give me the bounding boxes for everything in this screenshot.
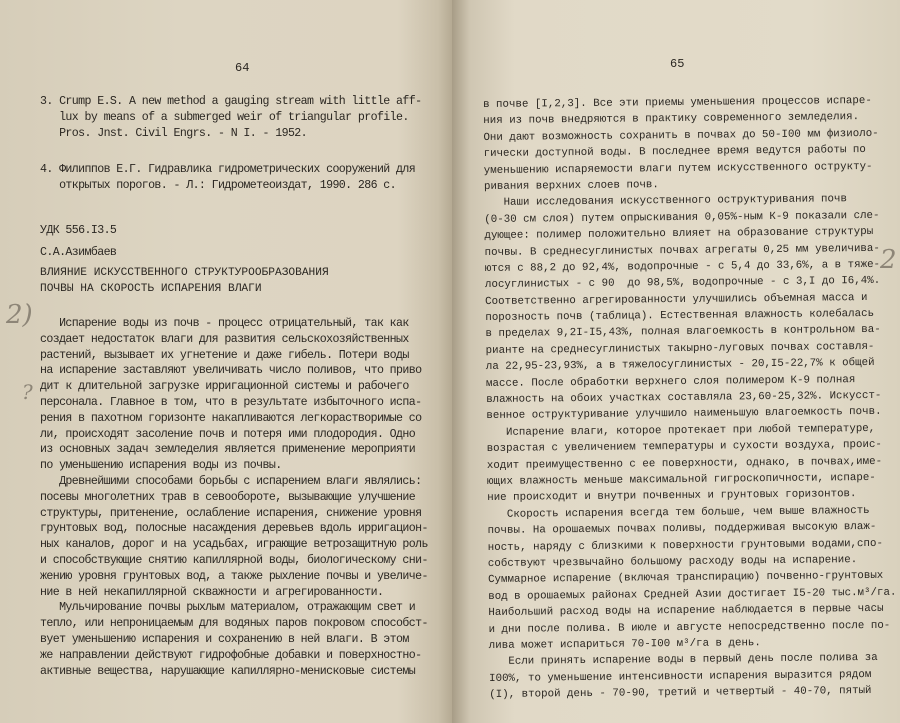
margin-note: 2 bbox=[880, 245, 897, 275]
text-line: ние в ней некапиллярной скважности и агрегированности. bbox=[40, 585, 384, 599]
text-line: 3. Crump E.S. A new method a gauging stream with little aff- bbox=[40, 95, 422, 108]
text-line: рианте на среднесуглинистых такырно-луговых почвах составля- bbox=[485, 340, 875, 357]
text-line: открытых порогов. - Л.: Гидрометеоиздат, 1990. 286 с. bbox=[40, 178, 397, 192]
text-line: массе. После обработки верхнего слоя полимером К-9 полная bbox=[485, 373, 856, 390]
reference-3 bbox=[40, 94, 421, 141]
text-line: растений, вызывает их угнетение и даже гибель. Потери воды bbox=[40, 348, 409, 362]
text-line: дующее: полимер положительно влияет на образование структуры bbox=[484, 226, 874, 243]
text-line: же направлении действуют гидрофобные добавки и поверхностно- bbox=[40, 648, 422, 662]
text-line: Соответственно агрегированности улучшились объемная масса и bbox=[485, 291, 868, 308]
text-line: Наибольший расход воды на испарение наблюдается в первые часы bbox=[488, 602, 884, 620]
text-line: ность, наряду с близкими к поверхности грунтовыми водами,спо- bbox=[487, 537, 883, 554]
text-line: ПОЧВЫ НА СКОРОСТЬ ИСПАРЕНИЯ ВЛАГИ bbox=[40, 282, 262, 295]
text-line: Они дают возможность сохранить в почвах до 50-I00 мм физиоло- bbox=[483, 127, 879, 144]
text-line: Мульчирование почвы рыхлым материалом, отражающим свет и bbox=[40, 601, 416, 615]
text-line: ние происходит и внутри почвенных и грунтовых горизонтов. bbox=[487, 488, 857, 505]
text-line: лива может испариться 70-I00 м³/га в день. bbox=[488, 637, 761, 652]
text-line: вует уменьшению испарения и сохранению в ней влаги. В этом bbox=[40, 632, 409, 646]
text-line: тепло, или непроницаемым для водяных паров покровом способст- bbox=[40, 617, 428, 631]
text-line: ются с 88,2 до 92,4%, водопрочные - с 5,4 до 33,6%, а в тяже- bbox=[484, 258, 881, 275]
text-line: Испарение влаги, которое протекает при любой температуре, bbox=[486, 422, 876, 439]
text-line: ных каналов, дорог и на усадьбах, играющие ветрозащитную роль bbox=[40, 538, 428, 552]
text-line: лосуглинистых - с 90 до 98,5%, водопрочные - с 3,I до I6,4%. bbox=[484, 275, 881, 292]
text-line: персонала. Главное в том, что в результате избыточного испа- bbox=[40, 395, 422, 409]
text-line: венное оструктуривание улучшило наименьшую влагоемкость почв. bbox=[486, 406, 882, 423]
text-line: I00%, то уменьшение интенсивности испарения выразится рядом bbox=[489, 668, 872, 685]
text-line: по уменьшению испарения воды из почвы. bbox=[40, 459, 282, 473]
text-line: Pros. Jnst. Civil Engrs. - N I. - 1952. bbox=[40, 126, 308, 140]
text-line: Суммарное испарение (включая транспирацию) почвенно-грунтовых bbox=[487, 570, 884, 587]
text-line: активные вещества, нарушающие капиллярно-менисковые системы bbox=[40, 664, 416, 678]
text-line: 4. Филиппов Е.Г. Гидравлика гидрометрических сооружений для bbox=[40, 163, 416, 176]
reference-4 bbox=[40, 162, 415, 194]
text-line: влажность на обоих участках составляла 23,60-25,32%. Искусст- bbox=[486, 389, 882, 407]
text-line: рения в пахотном горизонте накапливаются легкорастворимые со bbox=[40, 411, 422, 425]
page-number: 64 bbox=[235, 61, 250, 75]
text-line: ривания верхних слоев почв. bbox=[483, 179, 659, 193]
text-line: Скорость испарения всегда тем больше, чем выше влажность bbox=[487, 504, 870, 521]
text-line: возрастая с увеличением температуры и сухости воздуха, проис- bbox=[486, 439, 882, 456]
text-line: уменьшению испаряемости влаги путем искусственного острукту- bbox=[483, 160, 873, 177]
text-line: гически доступной воды. В последнее время ведутся работы по bbox=[483, 144, 866, 161]
text-line: создает недостаток влаги для развития сельскохозяйственных bbox=[40, 332, 409, 346]
text-line: ВЛИЯНИЕ ИСКУССТВЕННОГО СТРУКТУРООБРАЗОВАНИЯ bbox=[40, 267, 329, 279]
text-line: посевы многолетних трав в севообороте, вызывающие улучшение bbox=[40, 490, 416, 504]
text-line: (I), второй день - 70-90, третий и четвертый - 40-70, пятый bbox=[489, 685, 872, 702]
text-line: ния из почв внедряются в практику современного земледелия. bbox=[483, 111, 860, 128]
text-line: структуры, притенение, ослабление испарения, снижение уровня bbox=[40, 506, 422, 520]
text-line: из основных задач земледелия является применение мероприяти bbox=[40, 443, 416, 457]
text-line: вод в орошаемых районах Средней Азии достигает I5-20 тыс.м³/га. bbox=[488, 586, 897, 603]
text-line: lux by means of a submerged weir of triangular profile. bbox=[40, 110, 409, 124]
text-line: ходит преимущественно с ее поверхности, однако, в почвах,име- bbox=[486, 455, 883, 472]
text-line: ли, происходят засоление почв и потеря ими плодородия. Одно bbox=[40, 427, 416, 441]
udc-code: УДК 556.I3.5 bbox=[40, 224, 117, 237]
text-line: порозность почв (таблица). Естественная влажность колебалась bbox=[485, 307, 875, 325]
text-line: собствуют чрезвычайно большому расходу воды на испарение. bbox=[487, 554, 858, 570]
text-line: дит к длительной загрузке ирригационной системы и рабочего bbox=[40, 380, 409, 394]
text-line: почвы. На орошаемых почвах поливы, поддерживая высокую влаж- bbox=[487, 521, 877, 538]
text-line: и дни после полива. В июле и августе непосредственно после по- bbox=[488, 619, 891, 636]
text-line: на испарение заставляют увеличивать число поливов, что приво bbox=[40, 364, 422, 378]
page-number: 65 bbox=[670, 57, 685, 71]
margin-note: 2) bbox=[6, 300, 33, 330]
right-page bbox=[452, 0, 900, 723]
right-body-text bbox=[483, 93, 898, 704]
text-line: грунтовых вод, полосные насаждения деревьев вдоль ирригацион- bbox=[40, 522, 428, 536]
text-line: Если принять испарение воды в первый день после полива за bbox=[488, 652, 878, 669]
text-line: в пределах 9,2I-I5,43%, полная влагоемкость в контрольном ва- bbox=[485, 324, 881, 341]
text-line: почвы. В среднесуглинистых почвах агрегаты 0,25 мм увеличива- bbox=[484, 242, 880, 259]
margin-note: ? bbox=[22, 380, 33, 404]
text-line: Испарение воды из почв - процесс отрицательный, так как bbox=[40, 317, 409, 330]
text-line: ющих влажность меньше максимальной гигроскопичности, испаре- bbox=[486, 471, 876, 488]
author: С.А.Азимбаев bbox=[40, 246, 117, 259]
left-body-text bbox=[40, 316, 428, 679]
text-line: в почве [I,2,3]. Все эти приемы уменьшения процессов испаре- bbox=[483, 94, 872, 111]
text-line: жению уровня грунтовых вод, а также рыхление почвы и увеличе- bbox=[40, 569, 428, 583]
text-line: Древнейшими способами борьбы с испарением влаги являлись: bbox=[40, 474, 422, 488]
text-line: (0-30 см слоя) путем опрыскивания 0,05%-ным К-9 показали сле- bbox=[484, 209, 880, 226]
text-line: и способствующие снятию капиллярной воды, биологическому сни- bbox=[40, 553, 428, 567]
text-line: Наши исследования искусственного оструктуривания почв bbox=[484, 193, 848, 210]
text-line: ла 22,95-23,93%, а в тяжелосуглинистых - 20,I5-22,7% к общей bbox=[485, 357, 875, 374]
article-title bbox=[40, 266, 329, 298]
